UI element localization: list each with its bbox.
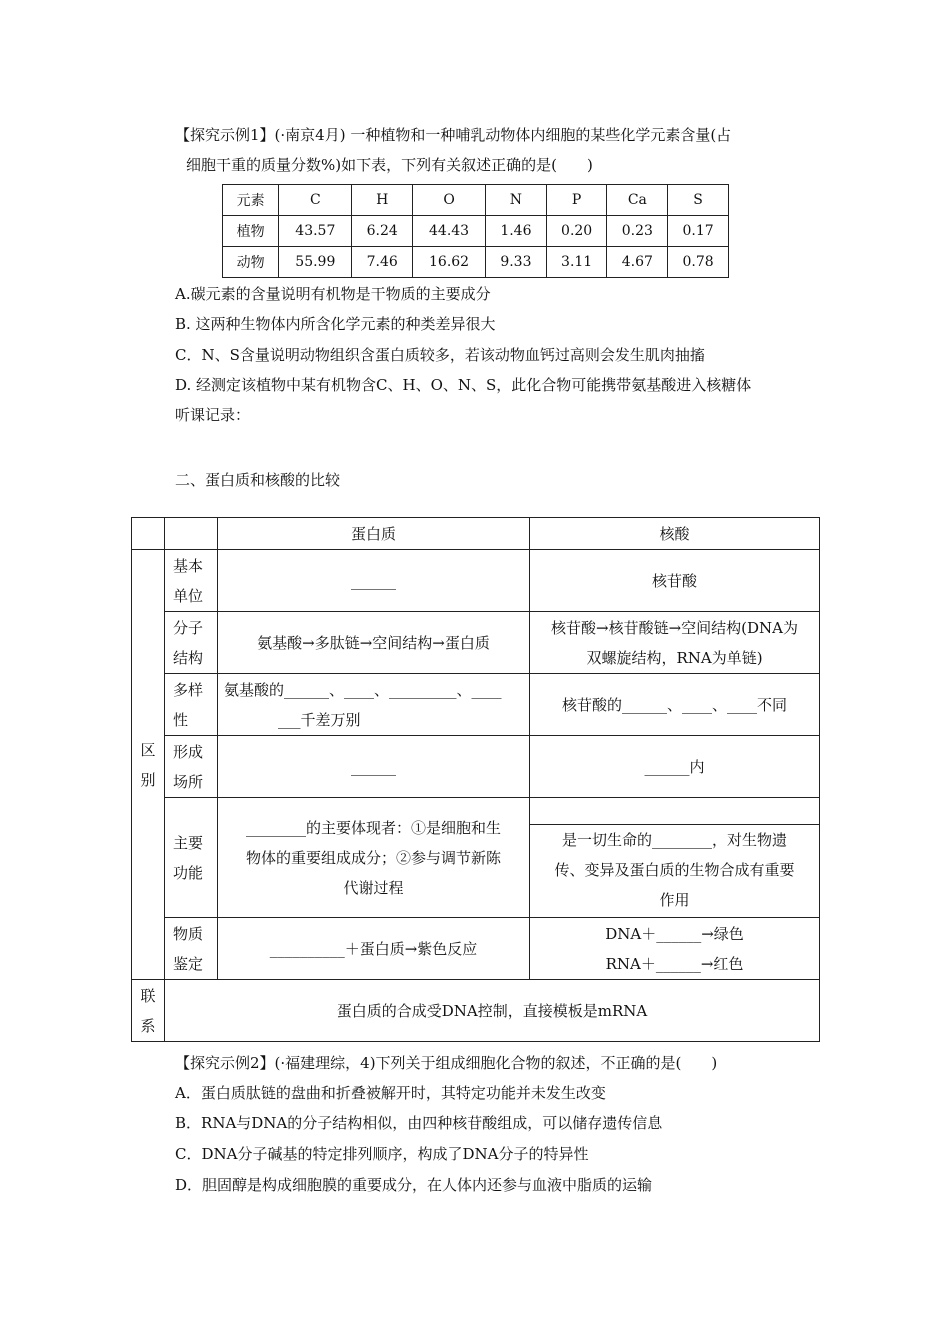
protein-identification: __________＋蛋白质→紫色反应: [218, 918, 530, 980]
nucleic-structure: 核苷酸→核苷酸链→空间结构(DNA为 双螺旋结构，RNA为单链): [530, 612, 820, 674]
table-row: [132, 674, 820, 736]
table-header-cell: H: [352, 185, 413, 216]
table-cell: 9.33: [486, 247, 547, 278]
table-cell: 16.62: [413, 247, 486, 278]
row-label-main-function: 主要功能: [165, 798, 218, 918]
group-label-difference: [132, 550, 165, 980]
row-label-diversity: 多样性: [165, 674, 218, 736]
table-cell: 0.17: [668, 216, 729, 247]
protein-function: ________的主要体现者：①是细胞和生 物体的重要组成成分；②参与调节新陈 代谢过程: [218, 798, 530, 918]
lecture-notes-label: 听课记录：: [175, 406, 251, 424]
table-row: [132, 736, 820, 798]
table-cell: 7.46: [352, 247, 413, 278]
example1-option-a: A.碳元素的含量说明有机物是干物质的主要成分: [175, 285, 491, 303]
group-label-text: 区别: [140, 740, 156, 789]
link-text: 蛋白质的合成受DNA控制，直接模板是mRNA: [165, 980, 820, 1042]
cell-divider: [530, 798, 819, 825]
table-cell: 44.43: [413, 216, 486, 247]
section2-title: 二、蛋白质和核酸的比较: [175, 471, 341, 489]
example1-option-d: D. 经测定该植物中某有机物含C、H、O、N、S，此化合物可能携带氨基酸进入核糖体: [175, 376, 752, 394]
example2-option-a: A．蛋白质肽链的盘曲和折叠被解开时，其特定功能并未发生改变: [175, 1084, 606, 1102]
table-row: [223, 247, 729, 278]
example1-question-line1: 【探究示例1】(·南京4月) 一种植物和一种哺乳动物体内细胞的某些化学元素含量(占: [175, 126, 732, 144]
nucleic-site: ______内: [530, 736, 820, 798]
table-cell: 0.23: [607, 216, 668, 247]
row-label-formation-site: 形成场所: [165, 736, 218, 798]
table-cell: 0.78: [668, 247, 729, 278]
table-cell: 55.99: [279, 247, 352, 278]
table-row: [132, 980, 820, 1042]
column-header-protein: 蛋白质: [218, 518, 530, 550]
table-row: [132, 612, 820, 674]
protein-basic-unit-blank: ______: [218, 550, 530, 612]
example1-option-b: B. 这两种生物体内所含化学元素的种类差异很大: [175, 315, 496, 333]
column-header-nucleic: 核酸: [530, 518, 820, 550]
example1-question-line2: 细胞干重的质量分数%)如下表，下列有关叙述正确的是( ): [186, 156, 593, 174]
nucleic-basic-unit: 核苷酸: [530, 550, 820, 612]
table-corner-cell: [165, 518, 218, 550]
example2-question-line1: 【探究示例2】(·福建理综，4)下列关于组成细胞化合物的叙述，不正确的是( ): [175, 1054, 718, 1072]
table-row: [223, 216, 729, 247]
row-label-molecular-structure: 分子结构: [165, 612, 218, 674]
table-row: [132, 918, 820, 980]
row-label-basic-unit: 基本单位: [165, 550, 218, 612]
protein-nucleic-comparison-table: [131, 517, 820, 1042]
protein-structure: 氨基酸→多肽链→空间结构→蛋白质: [218, 612, 530, 674]
table-cell: 植物: [223, 216, 279, 247]
table-header-cell: Ca: [607, 185, 668, 216]
protein-site-blank: ______: [218, 736, 530, 798]
group-label-link: 联系: [132, 980, 165, 1042]
table-cell: 43.57: [279, 216, 352, 247]
table-row: [132, 798, 820, 918]
nucleic-identification: DNA＋______→绿色 RNA＋______→红色: [530, 918, 820, 980]
table-header-cell: P: [546, 185, 607, 216]
nucleic-function: 是一切生命的________，对生物遗 传、变异及蛋白质的生物合成有重要 作用: [530, 798, 820, 918]
table-header-cell: C: [279, 185, 352, 216]
example2-option-d: D．胆固醇是构成细胞膜的重要成分，在人体内还参与血液中脂质的运输: [175, 1176, 653, 1194]
table-header-cell: O: [413, 185, 486, 216]
table-header-row: [223, 185, 729, 216]
table-corner-cell: [132, 518, 165, 550]
protein-diversity: 氨基酸的______、____、_________、____ ___千差万别: [218, 674, 530, 736]
table-cell: 1.46: [486, 216, 547, 247]
table-row: [132, 550, 820, 612]
table-header-cell: N: [486, 185, 547, 216]
table-header-cell: 元素: [223, 185, 279, 216]
table-cell: 6.24: [352, 216, 413, 247]
table-header-row: [132, 518, 820, 550]
row-label-identification: 物质鉴定: [165, 918, 218, 980]
example1-option-c: C．N、S含量说明动物组织含蛋白质较多，若该动物血钙过高则会发生肌肉抽搐: [175, 346, 705, 364]
element-content-table: [222, 184, 729, 278]
table-cell: 动物: [223, 247, 279, 278]
table-cell: 3.11: [546, 247, 607, 278]
example2-option-b: B．RNA与DNA的分子结构相似，由四种核苷酸组成，可以储存遗传信息: [175, 1114, 663, 1132]
table-cell: 4.67: [607, 247, 668, 278]
table-cell: 0.20: [546, 216, 607, 247]
example2-option-c: C．DNA分子碱基的特定排列顺序，构成了DNA分子的特异性: [175, 1145, 589, 1163]
table-header-cell: S: [668, 185, 729, 216]
nucleic-diversity: 核苷酸的______、____、____不同: [530, 674, 820, 736]
